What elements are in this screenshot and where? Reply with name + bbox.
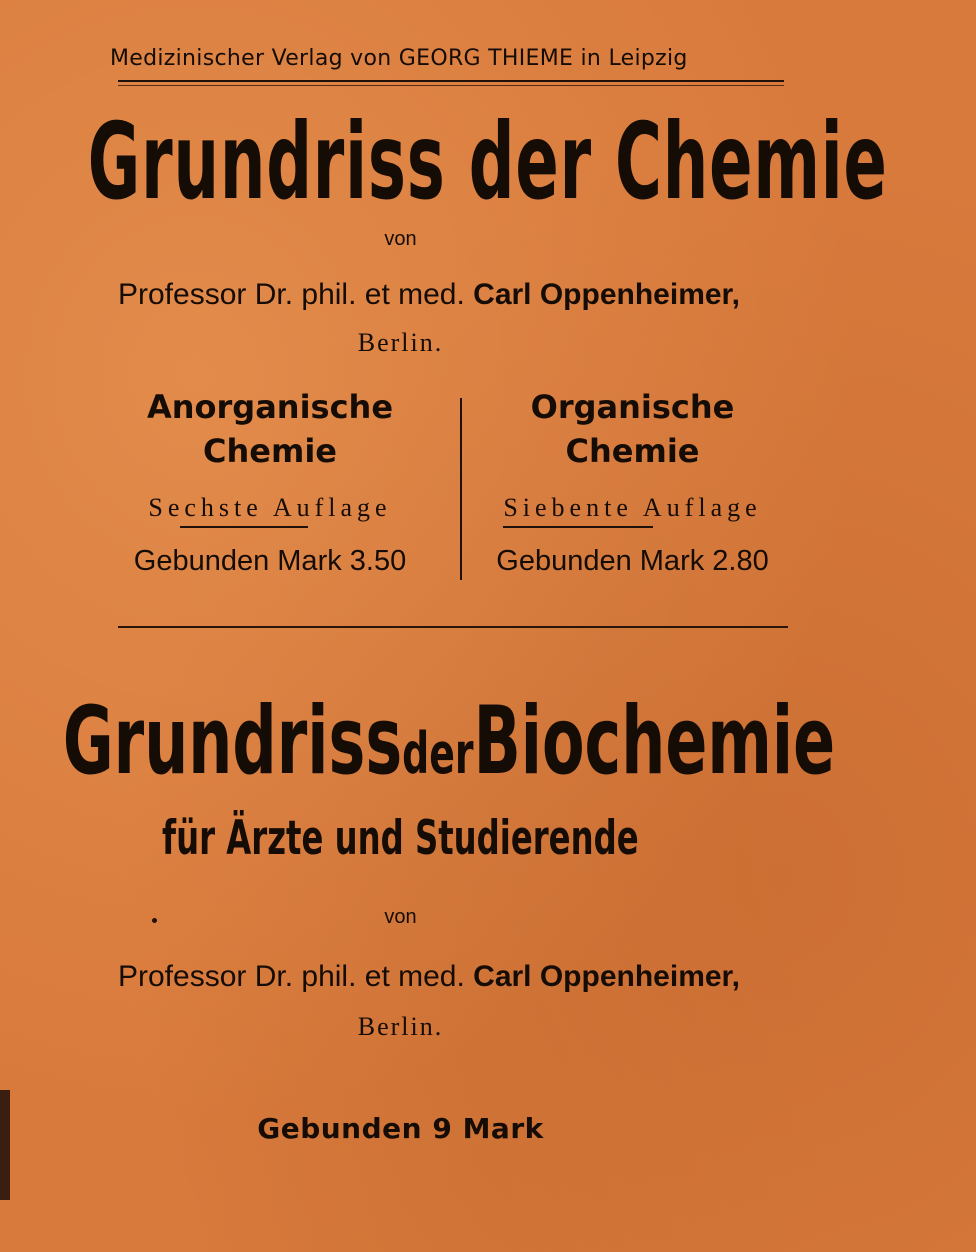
book2-author bbox=[118, 960, 740, 994]
book2-city: Berlin. bbox=[357, 1012, 444, 1041]
part-anorganic-edition-text: Sechste Auflage bbox=[148, 493, 392, 522]
book2-by: von bbox=[384, 906, 417, 928]
part-organic-edition bbox=[503, 493, 761, 523]
publisher-underline-thin bbox=[118, 85, 784, 86]
book2-author-name: Carl Oppenheimer, bbox=[473, 960, 740, 993]
publisher-line: Medizinischer Verlag von GEORG THIEME in Leipzig bbox=[110, 46, 688, 71]
book1-by: von bbox=[384, 228, 417, 250]
part-organic-title-1: Organische bbox=[530, 388, 735, 426]
column-divider bbox=[460, 398, 462, 580]
book2-subtitle: für Ärzte und Studierende bbox=[162, 810, 639, 865]
book1-city: Berlin. bbox=[357, 328, 444, 357]
book2-price: Gebunden 9 Mark bbox=[257, 1112, 544, 1145]
book1-author bbox=[118, 278, 740, 312]
page-edge-mark bbox=[0, 1090, 10, 1200]
book1-author-name: Carl Oppenheimer, bbox=[473, 278, 740, 311]
part-organic-price: Gebunden Mark 2.80 bbox=[496, 545, 769, 577]
book2-title-block bbox=[0, 686, 836, 796]
part-anorganic-edition bbox=[148, 493, 391, 523]
book2-title-main: Grundriss bbox=[62, 686, 403, 796]
part-organic-edition-text: Siebente Auflage bbox=[503, 493, 762, 522]
part-organic bbox=[470, 385, 795, 578]
book1-author-prefix: Professor Dr. phil. et med. bbox=[118, 278, 465, 311]
book2-subtitle-block bbox=[0, 810, 801, 865]
book2-title-small: der bbox=[402, 721, 474, 788]
book2-author-prefix: Professor Dr. phil. et med. bbox=[118, 960, 465, 993]
book1-title: Grundriss der Chemie bbox=[87, 102, 888, 224]
publisher-underline bbox=[118, 80, 784, 82]
book2-title-end: Biochemie bbox=[473, 686, 836, 796]
section-divider bbox=[118, 626, 788, 628]
part-anorganic-title-1: Anorganische bbox=[146, 388, 394, 426]
book1-title-block bbox=[0, 102, 888, 224]
book2-title bbox=[63, 686, 835, 795]
part-anorganic-price: Gebunden Mark 3.50 bbox=[133, 545, 407, 577]
part-anorganic bbox=[100, 385, 440, 578]
part-anorganic-title-2: Chemie bbox=[203, 432, 337, 470]
edition-underline bbox=[503, 526, 653, 528]
edition-underline bbox=[180, 526, 308, 528]
part-organic-title-2: Chemie bbox=[565, 432, 700, 470]
